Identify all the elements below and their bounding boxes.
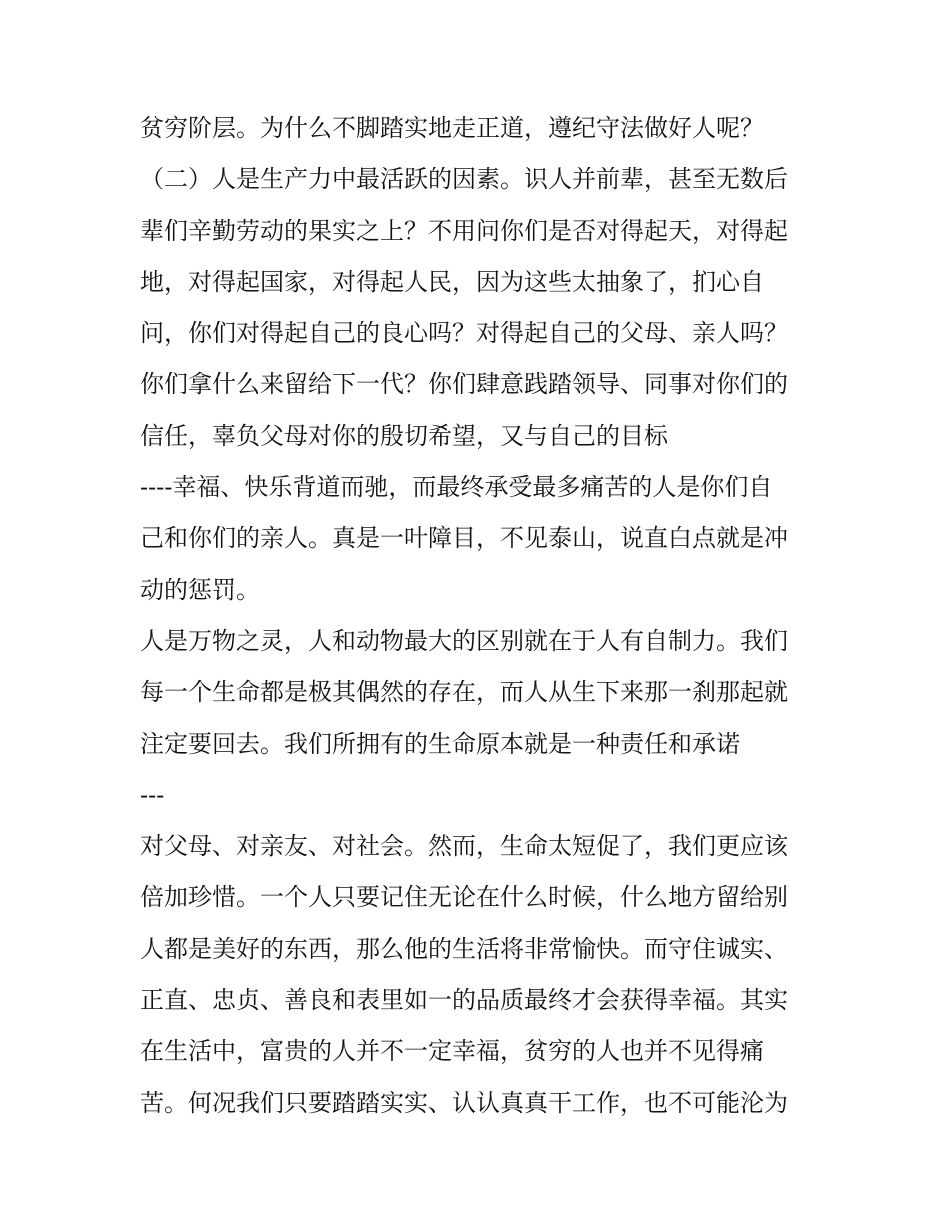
document-body xyxy=(140,103,820,1129)
text-line-7: 信任，辜负父母对你的殷切希望，又与自己的目标 xyxy=(140,421,668,450)
text-line-1: 贫穷阶层。为什么不脚踏实地走正道，遵纪守法做好人呢？ xyxy=(140,114,764,142)
text-line-20: 苦。何况我们只要踏踏实实、认认真真干工作，也不可能沦为 xyxy=(140,1088,788,1117)
text-line-8: ----幸福、快乐背道而驰，而最终承受最多痛苦的人是你们自 xyxy=(140,473,773,502)
text-line-4: 地，对得起国家，对得起人民，因为这些太抽象了，扪心自 xyxy=(140,267,764,296)
text-line-13: 注定要回去。我们所拥有的生命原本就是一种责任和承诺 xyxy=(140,729,740,758)
text-line-11: 人是万物之灵，人和动物最大的区别就在于人有自制力。我们 xyxy=(140,626,788,655)
text-line-10: 动的惩罚。 xyxy=(140,575,260,604)
text-line-15: 对父母、对亲友、对社会。然而，生命太短促了，我们更应该 xyxy=(140,832,788,861)
text-line-5: 问，你们对得起自己的良心吗？对得起自己的父母、亲人吗？ xyxy=(140,319,788,348)
text-line-16: 倍加珍惜。一个人只要记住无论在什么时候，什么地方留给别 xyxy=(140,883,788,912)
text-line-18: 正直、忠贞、善良和表里如一的品质最终才会获得幸福。其实 xyxy=(140,986,788,1015)
text-line-9: 己和你们的亲人。真是一叶障目，不见泰山，说直白点就是冲 xyxy=(140,524,788,553)
text-line-3: 辈们辛勤劳动的果实之上？不用问你们是否对得起天，对得起 xyxy=(140,216,788,245)
text-line-17: 人都是美好的东西，那么他的生活将非常愉快。而守住诚实、 xyxy=(140,934,788,963)
text-line-6: 你们拿什么来留给下一代？你们肆意践踏领导、同事对你们的 xyxy=(140,370,788,399)
text-line-19: 在生活中，富贵的人并不一定幸福，贫穷的人也并不见得痛 xyxy=(140,1037,764,1066)
text-line-12: 每一个生命都是极其偶然的存在，而人从生下来那一刹那起就 xyxy=(140,678,788,707)
text-line-14: --- xyxy=(140,780,165,809)
text-line-2: （二）人是生产力中最活跃的因素。识人并前辈，甚至无数后 xyxy=(140,165,788,194)
